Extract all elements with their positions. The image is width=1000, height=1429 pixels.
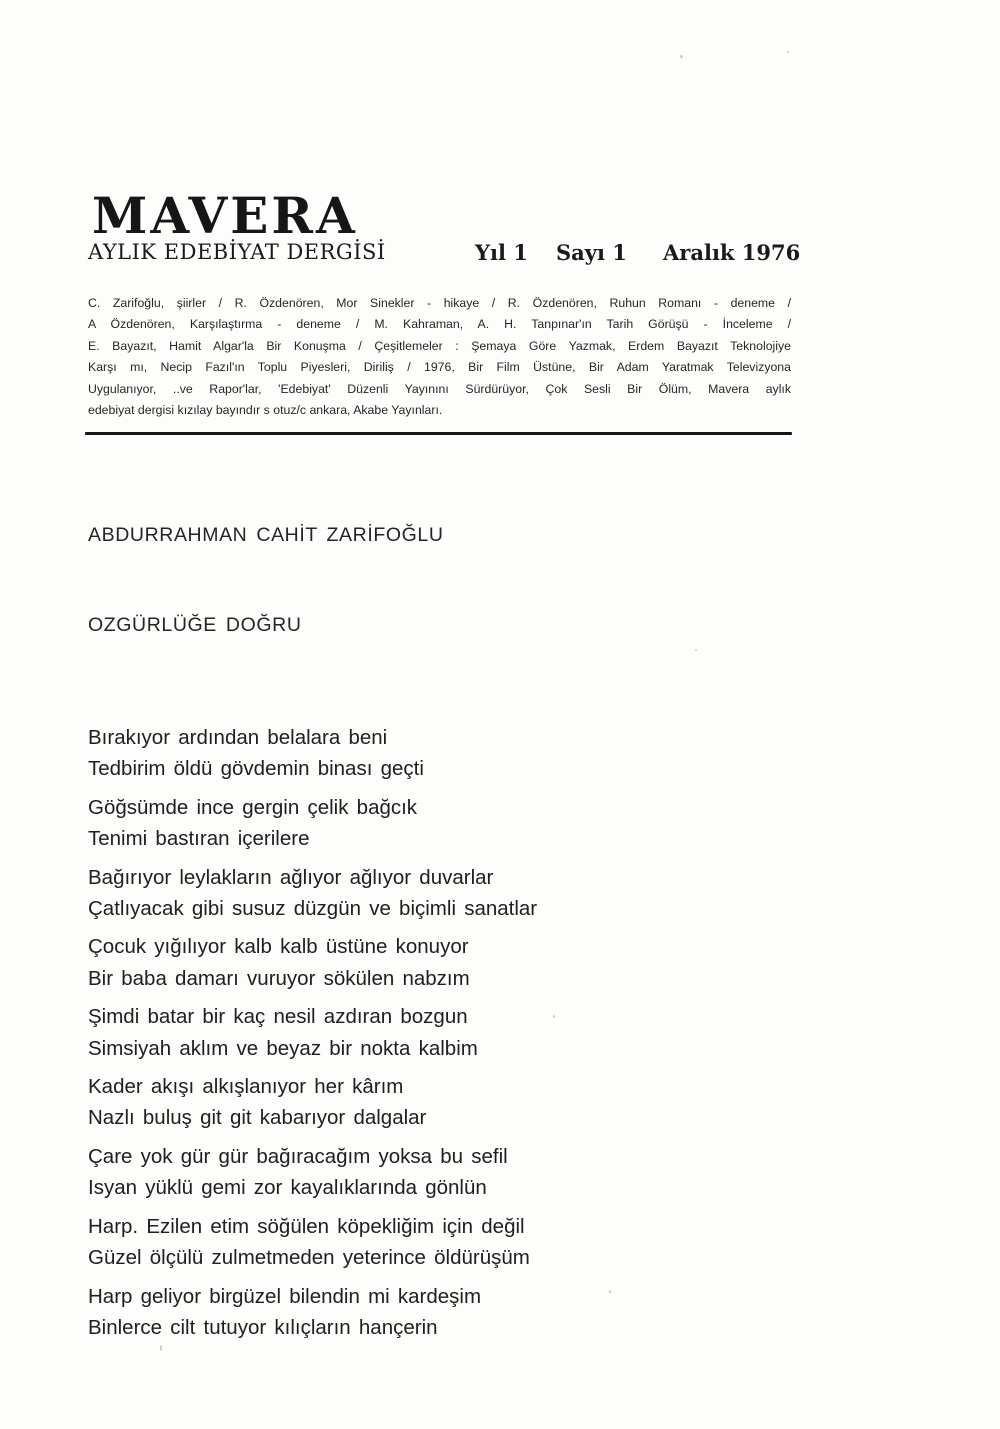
poem-stanza: [88, 931, 537, 994]
contents-line: edebiyat dergisi kızılay bayındır s otuz/c ankara, Akabe Yayınları.: [88, 403, 443, 418]
poem-stanza: [88, 1281, 537, 1344]
magazine-subtitle: AYLIK EDEBİYAT DERGİSİ: [88, 240, 386, 264]
poem-line: Isyan yüklü gemi zor kayalıklarında gönlün: [88, 1176, 487, 1200]
poem-line: Göğsümde ince gergin çelik bağcık: [88, 795, 418, 819]
issue-date: Aralık 1976: [663, 240, 801, 265]
issue-year: Yıl 1: [475, 240, 528, 265]
poem-body: [88, 722, 537, 1350]
masthead-info-row: [0, 240, 1000, 266]
poem-line: Çare yok gür gür bağıracağım yoksa bu sefil: [88, 1144, 508, 1168]
poem-line: Kader akışı alkışlanıyor her kârım: [88, 1075, 404, 1099]
poem-line: Güzel ölçülü zulmetmeden yeterince öldürüşüm: [88, 1246, 530, 1270]
poem-stanza: [88, 722, 537, 785]
poem-stanza: [88, 1071, 537, 1134]
scan-artifact: [695, 649, 697, 651]
poem-line: Bir baba damarı vuruyor sökülen nabzım: [88, 966, 470, 990]
contents-paragraph: [88, 293, 791, 421]
poem-title: OZGÜRLÜĞE DOĞRU: [88, 614, 302, 636]
scan-artifact: [680, 55, 683, 58]
scan-artifact: [787, 51, 789, 53]
poem-line: Tedbirim öldü gövdemin binası geçti: [88, 757, 424, 781]
poem-stanza: [88, 862, 537, 925]
scan-artifact: [160, 1345, 162, 1351]
poem-line: Tenimi bastıran içerilere: [88, 827, 310, 851]
poem-line: Şimdi batar bir kaç nesil azdıran bozgun: [88, 1005, 468, 1029]
poem-line: Nazlı buluş git git kabarıyor dalgalar: [88, 1106, 427, 1130]
contents-line: E. Bayazıt, Hamit Algar'la Bir Konuşma / Çeşitlemeler : Şemaya Göre Yazmak, Erdem Bayazıt Teknolojiye: [88, 338, 791, 353]
issue-number: Sayı 1: [556, 240, 627, 265]
poem-author: ABDURRAHMAN CAHİT ZARİFOĞLU: [88, 524, 444, 546]
scan-artifact: [609, 1290, 611, 1293]
poem-stanza: [88, 1141, 537, 1204]
poem-line: Harp. Ezilen etim söğülen köpekliğim için değil: [88, 1214, 525, 1238]
scan-artifact: [553, 1015, 555, 1018]
poem-line: Binlerce cilt tutuyor kılıçların hançerin: [88, 1315, 438, 1339]
contents-line: Uygulanıyor, ..ve Rapor'lar, 'Edebiyat' Düzenli Yayınını Sürdürüyor, Çok Sesli Bir Ölüm, Mavera aylık: [88, 381, 791, 396]
magazine-logo: MAVERA: [92, 186, 358, 245]
poem-line: Çocuk yığılıyor kalb kalb üstüne konuyor: [88, 935, 469, 959]
poem-line: Çatlıyacak gibi susuz düzgün ve biçimli sanatlar: [88, 897, 538, 921]
poem-line: Bağırıyor leylakların ağlıyor ağlıyor duvarlar: [88, 865, 494, 889]
poem-stanza: [88, 1211, 537, 1274]
poem-line: Bırakıyor ardından belalara beni: [88, 726, 388, 749]
divider-rule: [85, 432, 792, 435]
poem-stanza: [88, 792, 537, 855]
contents-line: Karşı mı, Necip Fazıl'ın Toplu Piyesleri, Diriliş / 1976, Bir Film Üstüne, Bir Adam Yaratmak Televizyona: [88, 360, 791, 375]
contents-line: C. Zarifoğlu, şiirler / R. Özdenören, Mor Sinekler - hikaye / R. Özdenören, Ruhun Romanı - deneme /: [88, 296, 791, 310]
poem-line: Harp geliyor birgüzel bilendin mi kardeşim: [88, 1284, 482, 1308]
contents-line: A Özdenören, Karşılaştırma - deneme / M. Kahraman, A. H. Tanpınar'ın Tarih Görüşü - İnceleme /: [88, 317, 791, 332]
poem-line: Simsiyah aklım ve beyaz bir nokta kalbim: [88, 1036, 478, 1060]
poem-stanza: [88, 1001, 537, 1064]
